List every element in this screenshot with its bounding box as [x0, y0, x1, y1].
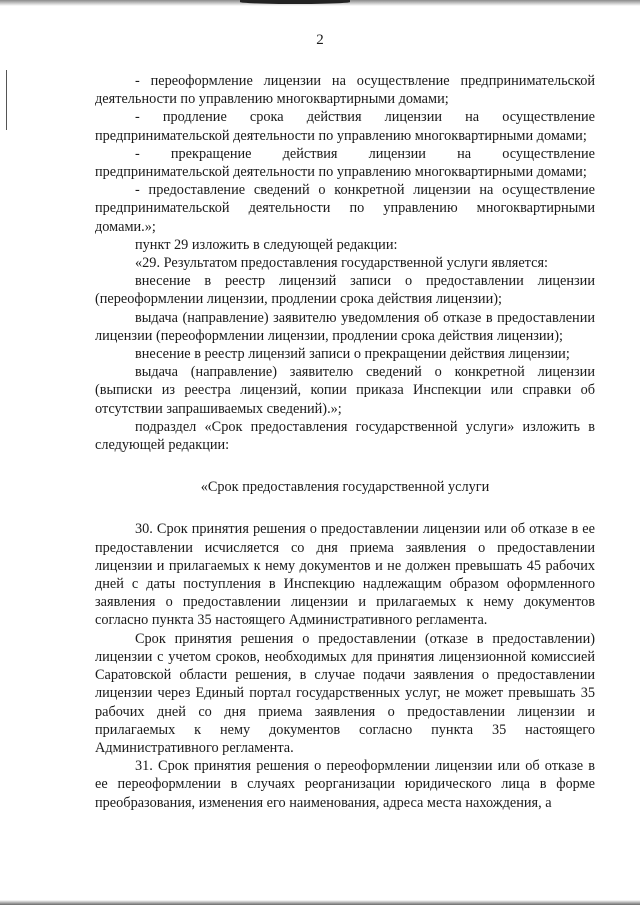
paragraph: подраздел «Срок предоставления государственной услуги» изложить в следующей редакции:: [95, 418, 595, 454]
section-heading: «Срок предоставления государственной услуги: [200, 479, 490, 496]
paragraph: выдача (направление) заявителю уведомления об отказе в предоставлении лицензии (переоформлении лицензии, продлении срока действия лицензии);: [95, 309, 595, 344]
paragraph: - продление срока действия лицензии на осуществление предпринимательской деятельности по управлению многоквартирными домами;: [95, 109, 595, 144]
paragraph: 31. Срок принятия решения о переоформлении лицензии или об отказе в ее переоформлении в случаях реорганизации юридического лица в форме преобразования, изменения его наименования, адреса места нахождения, а: [95, 758, 595, 811]
page-number: 2: [316, 32, 324, 48]
paragraph: внесение в реестр лицензий записи о предоставлении лицензии (переоформлении лицензии, продлении срока действия лицензии);: [95, 273, 595, 308]
scan-artifact-left: [6, 70, 7, 130]
paragraph: «29. Результатом предоставления государственной услуги является:: [135, 255, 548, 272]
paragraph: внесение в реестр лицензий записи о прекращении действия лицензии;: [135, 346, 570, 363]
paragraph: Срок принятия решения о предоставлении (отказе в предоставлении) лицензии с учетом сроков, необходимых для принятия лицензионной комиссией Саратовской области решения, в случае подачи заявления о предоставлении лицензии через Единый портал государственных услуг, не может превышать 35 рабочих дней со дня приема заявления о предоставлении лицензии и прилагаемых к нему документов согласно пункта 35 настоящего Административного регламента.: [95, 630, 595, 756]
document-body: [95, 72, 595, 812]
scan-artifact-top: [240, 0, 350, 4]
paragraph: - предоставление сведений о конкретной лицензии на осуществление предпринимательской деятельности по управлению многоквартирными домами.»;: [95, 182, 595, 235]
scan-edge-bottom: [0, 900, 640, 905]
paragraph: пункт 29 изложить в следующей редакции:: [135, 236, 398, 253]
paragraph: 30. Срок принятия решения о предоставлении лицензии или об отказе в ее предоставлении исчисляется со дня приема заявления о предоставлении лицензии и прилагаемых к нему документов и не должен превышать 45 рабочих дней с даты поступления в Инспекцию надлежащим образом оформленного заявления о предоставлении лицензии и прилагаемых к нему документов согласно пункта 35 настоящего Административного регламента.: [95, 521, 595, 629]
paragraph: - переоформление лицензии на осуществление предпринимательской деятельности по управлению многоквартирными домами;: [95, 73, 595, 108]
paragraph: выдача (направление) заявителю сведений о конкретной лицензии (выписки из реестра лицензий, копии приказа Инспекции или справки об отсутствии запрашиваемых сведений).»;: [95, 364, 595, 417]
paragraph: - прекращение действия лицензии на осуществление предпринимательской деятельности по управлению многоквартирными домами;: [95, 145, 595, 181]
